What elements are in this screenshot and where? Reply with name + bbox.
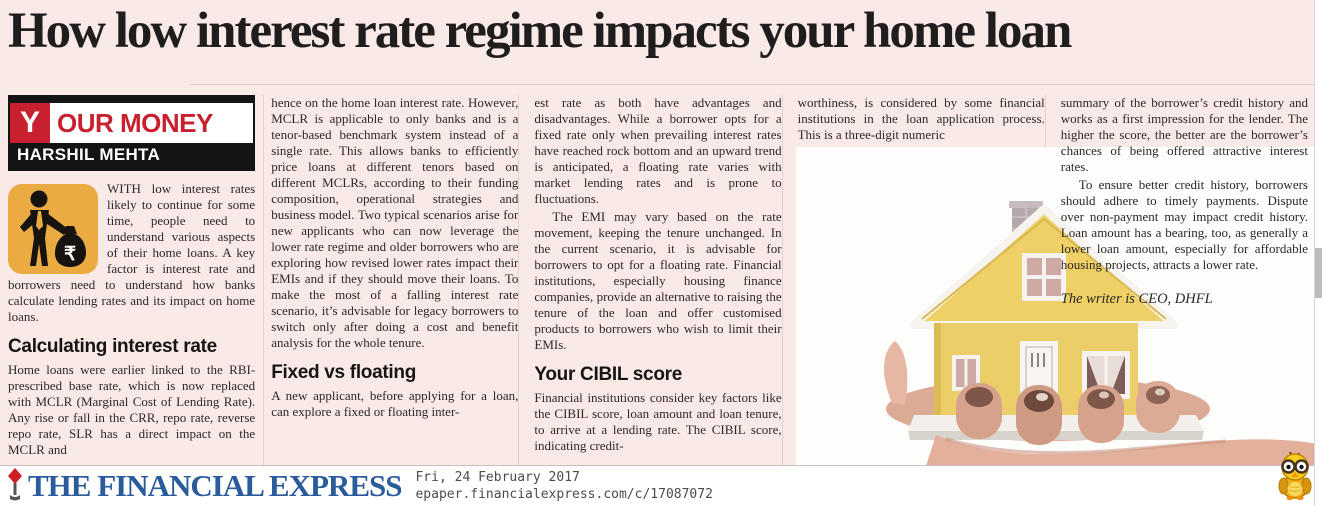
edition-date: Fri, 24 February 2017 [415, 470, 580, 485]
paragraph: est rate as both have advantages and disadvantages. While a borrower opts for a fixed rate only when prevailing interest rates have reached rock bottom and an upward trend is anticipated, a floating rate varies with market lending rates and is prone to fluctuations. [534, 95, 782, 206]
paragraph: Financial institutions consider key factors like the CIBIL score, loan amount and loan tenure, to arrive at a lending rate. The CIBIL score, indicating credit- [534, 390, 782, 453]
svg-text:₹: ₹ [63, 244, 77, 265]
paragraph: To ensure better credit history, borrowers should adhere to timely payments. Dispute over non-payment may impact credit history. Loan amount has a bearing, too, as generally a lower loan amount, especially for affordable housing projects, attracts a lower rate. [1060, 177, 1308, 272]
epaper-footer [0, 465, 1322, 506]
mascot-owl-widget[interactable] [1273, 452, 1317, 505]
paragraph: worthiness, is considered by some financial institutions in the loan application process. This is a three-digit numeric [797, 95, 1045, 142]
article-column-4 [798, 95, 1045, 466]
paragraph-text: WITH low interest rates likely to continue for some time, people need to understand various aspects of their home loans. A key factor is interest rate and borrowers need to understand how banks calculate lending rates and its impact on home loans. [8, 181, 256, 324]
paragraph: hence on the home loan interest rate. However, MCLR is applicable to only banks and is a tenor-based benchmark system instead of a single rate. This allows banks to efficiently price loans at different tenors based on different MCLRs, according to their funding composition, operational strategies and business model. Two typical scenarios arise for new applicants who can now leverage the lower rate regime and older borrowers who are exploring how revised lower rates impact their EMIs and if they should move their loans. To make the most of a falling interest rate scenario, it’s advisable for legacy borrowers to switch only after doing a cost and benefit analysis for the whole tenure. [271, 95, 519, 350]
paragraph: summary of the borrower’s credit history and works as a first impression for the lender. The higher the score, the better are the borrower’s chances of being offered attractive interest rates. [1060, 95, 1308, 174]
money-bag-person-icon [8, 184, 98, 274]
headline-rule [190, 84, 1315, 85]
subhead-your-cibil-score: Your CIBIL score [534, 364, 682, 385]
subhead-fixed-vs-floating: Fixed vs floating [271, 362, 417, 383]
kicker-title: OUR MONEY [57, 107, 213, 138]
article-column-5 [1061, 95, 1308, 466]
epaper-url[interactable]: epaper.financialexpress.com/c/17087072 [415, 487, 713, 502]
byline: HARSHIL MEHTA [10, 143, 253, 169]
lead-paragraph [8, 181, 255, 325]
scrollbar-thumb[interactable] [1315, 248, 1322, 298]
article-column-3 [534, 95, 781, 466]
section-kicker [8, 95, 255, 171]
article-columns [8, 95, 1308, 466]
brand-logo: THE FINANCIAL EXPRESS [28, 468, 402, 503]
paragraph: The EMI may vary based on the rate movement, keeping the tenure unchanged. In the current scenario, it is advisable for borrowers to opt for a floating rate. Financial institutions, especially housing finance companies, provide an alternative to raising the tenure of the loan and offer customised products to borrowers who wish to limit their EMIs. [534, 209, 782, 352]
headline: How low interest rate regime impacts your home loan [8, 3, 1071, 59]
financial-express-emblem-icon [6, 467, 24, 506]
edition-meta [415, 469, 712, 503]
subhead-calculating-interest-rate: Calculating interest rate [8, 336, 217, 357]
kicker-initial: Y [10, 103, 50, 143]
author-credit: The writer is CEO, DHFL [1060, 291, 1213, 307]
paragraph: Home loans were earlier linked to the RBI-prescribed base rate, which is now replaced with MCLR (Marginal Cost of Lending Rate). Any rise or fall in the CRR, repo rate, reverse repo rate, SLR has a direct impact on the MCLR and [8, 362, 256, 457]
article-column-1 [8, 95, 255, 466]
article-column-2 [271, 95, 518, 466]
paragraph: A new applicant, before applying for a loan, can explore a fixed or floating inter- [271, 388, 519, 419]
